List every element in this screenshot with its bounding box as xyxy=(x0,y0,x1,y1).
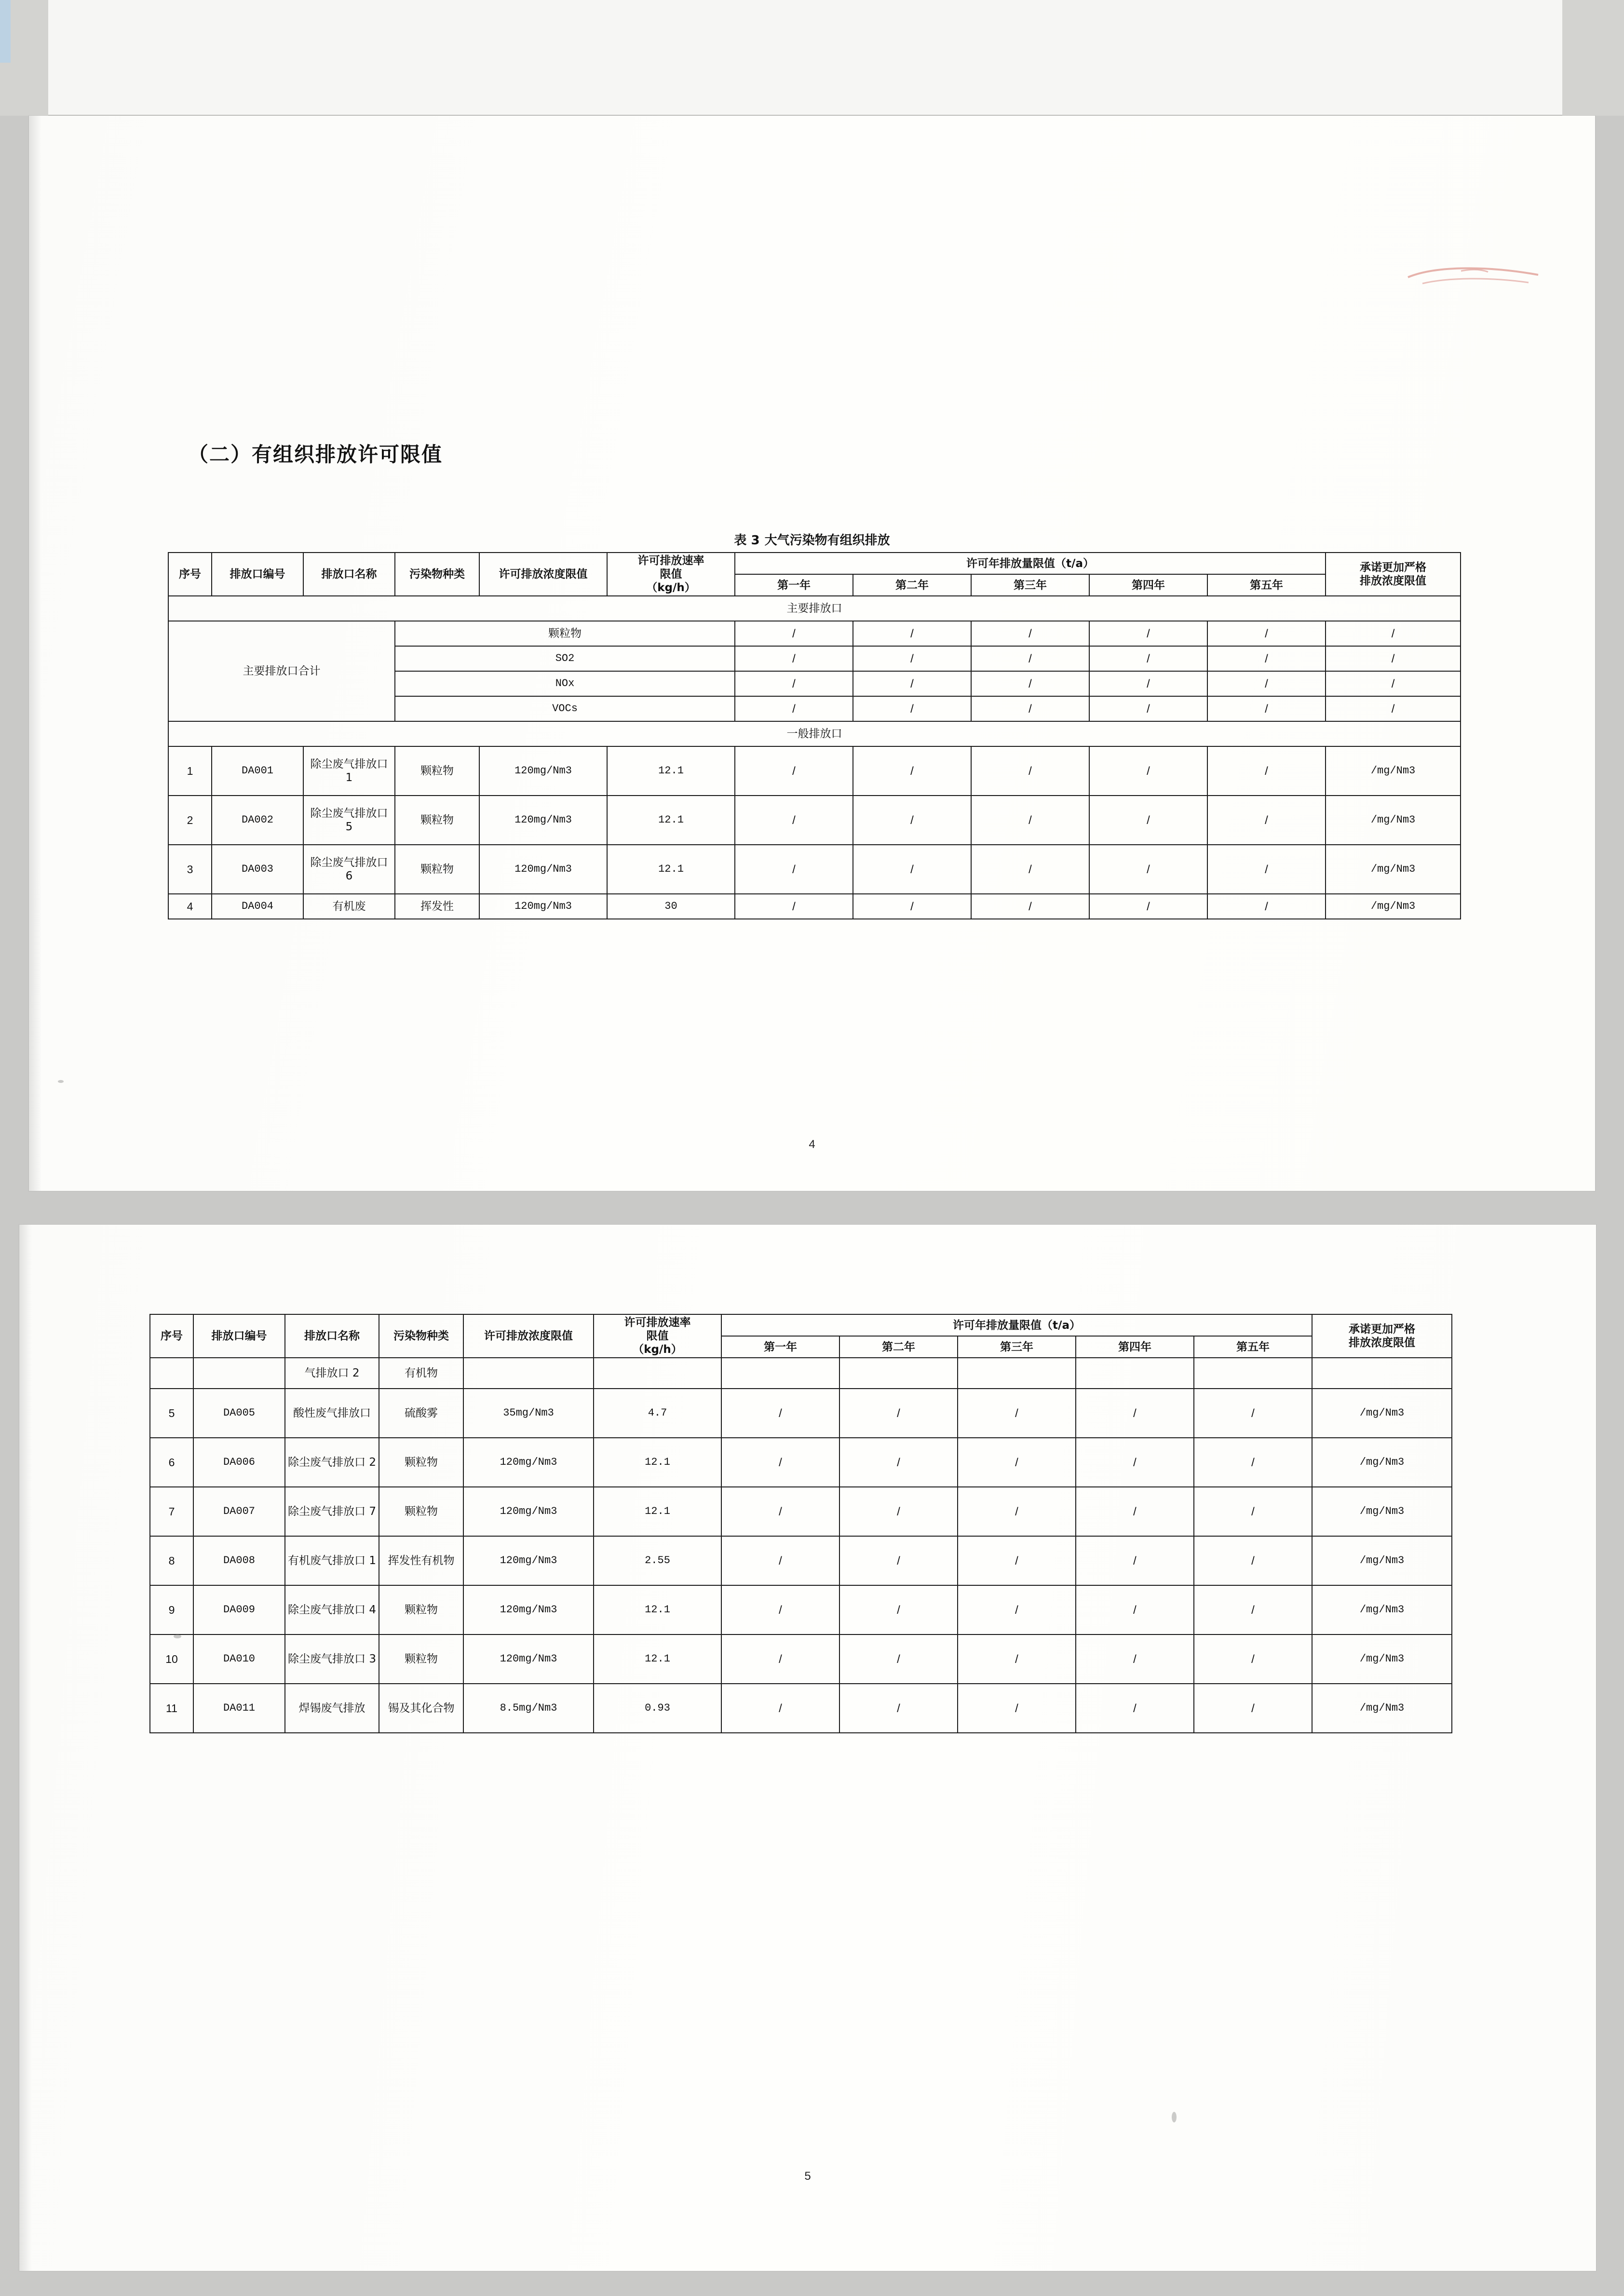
main-total-y3: / xyxy=(971,646,1089,671)
cell-year-3: / xyxy=(971,894,1089,919)
table-row xyxy=(150,1585,1452,1634)
table-row xyxy=(150,1358,1452,1389)
main-total-y2: / xyxy=(853,696,971,721)
emissions-table-page1 xyxy=(168,552,1461,919)
cell-pollutant: 颗粒物 xyxy=(395,796,479,845)
cell-outlet-name: 除尘废气排放口 6 xyxy=(303,845,395,894)
header-year-1: 第一年 xyxy=(721,1336,839,1358)
cell-year-3 xyxy=(958,1358,1076,1389)
header-rate-limit-l1: 许可排放速率 xyxy=(624,1316,691,1329)
cell-year-1: / xyxy=(721,1487,839,1536)
main-total-stricter: / xyxy=(1326,621,1461,646)
cell-year-2: / xyxy=(839,1684,958,1733)
cell-year-5: / xyxy=(1194,1585,1312,1634)
header-seq: 序号 xyxy=(168,553,212,596)
cell-rate-limit: 12.1 xyxy=(594,1634,721,1684)
cell-outlet-name: 除尘废气排放口 3 xyxy=(285,1634,379,1684)
cell-year-4: / xyxy=(1089,746,1207,796)
header-conc-limit: 许可排放浓度限值 xyxy=(479,553,607,596)
header-rate-limit-l3: （kg/h） xyxy=(633,1343,682,1356)
table-header-row-1 xyxy=(168,553,1461,574)
cell-pollutant: 锡及其化合物 xyxy=(379,1684,463,1733)
cell-year-5: / xyxy=(1207,894,1326,919)
cell-rate-limit: 2.55 xyxy=(594,1536,721,1585)
cell-year-5: / xyxy=(1207,796,1326,845)
cell-year-5: / xyxy=(1207,845,1326,894)
header-year-3: 第三年 xyxy=(958,1336,1076,1358)
table-row xyxy=(150,1389,1452,1438)
cell-stricter: /mg/Nm3 xyxy=(1312,1585,1452,1634)
cell-seq: 6 xyxy=(150,1438,193,1487)
main-total-y4: / xyxy=(1089,671,1207,696)
cell-rate-limit: 12.1 xyxy=(594,1487,721,1536)
cell-conc-limit: 120mg/Nm3 xyxy=(479,796,607,845)
cell-pollutant: 颗粒物 xyxy=(379,1438,463,1487)
cell-stricter xyxy=(1312,1358,1452,1389)
cell-conc-limit: 120mg/Nm3 xyxy=(463,1536,594,1585)
cell-rate-limit: 4.7 xyxy=(594,1389,721,1438)
cell-year-2: / xyxy=(853,796,971,845)
header-year-5: 第五年 xyxy=(1207,574,1326,596)
cell-pollutant: 颗粒物 xyxy=(395,746,479,796)
header-year-5: 第五年 xyxy=(1194,1336,1312,1358)
cell-year-2: / xyxy=(853,845,971,894)
cell-year-3: / xyxy=(958,1684,1076,1733)
cell-rate-limit xyxy=(594,1358,721,1389)
header-stricter xyxy=(1312,1314,1452,1358)
cell-seq: 3 xyxy=(168,845,212,894)
main-total-stricter: / xyxy=(1326,671,1461,696)
cell-year-5 xyxy=(1194,1358,1312,1389)
cell-outlet-name: 除尘废气排放口 2 xyxy=(285,1438,379,1487)
header-pollutant: 污染物种类 xyxy=(379,1314,463,1358)
header-rate-limit-l2: 限值 xyxy=(646,1330,669,1343)
header-rate-limit-l2: 限值 xyxy=(660,568,682,581)
header-year-3: 第三年 xyxy=(971,574,1089,596)
cell-outlet-name: 除尘废气排放口 4 xyxy=(285,1585,379,1634)
cell-year-4: / xyxy=(1076,1487,1194,1536)
cell-year-4: / xyxy=(1076,1634,1194,1684)
header-stricter-l2: 排放浓度限值 xyxy=(1360,575,1427,588)
cell-outlet-name: 除尘废气排放口 7 xyxy=(285,1487,379,1536)
cell-year-5: / xyxy=(1194,1536,1312,1585)
main-total-pollutant: NOx xyxy=(395,671,735,696)
cell-pollutant: 硫酸雾 xyxy=(379,1389,463,1438)
cell-year-1: / xyxy=(721,1684,839,1733)
red-stamp-mark-icon xyxy=(1394,260,1553,294)
header-stricter-l2: 排放浓度限值 xyxy=(1349,1337,1416,1350)
main-total-y5: / xyxy=(1207,696,1326,721)
document-page-4 xyxy=(29,116,1595,1191)
cell-year-5: / xyxy=(1194,1684,1312,1733)
cell-conc-limit: 120mg/Nm3 xyxy=(479,746,607,796)
cell-year-3: / xyxy=(971,746,1089,796)
table-row xyxy=(150,1536,1452,1585)
cell-year-2: / xyxy=(839,1585,958,1634)
cell-outlet-code: DA002 xyxy=(212,796,303,845)
cell-year-1: / xyxy=(721,1585,839,1634)
cell-outlet-code: DA003 xyxy=(212,845,303,894)
cell-year-1: / xyxy=(735,796,853,845)
cell-outlet-code: DA005 xyxy=(193,1389,285,1438)
main-total-y5: / xyxy=(1207,646,1326,671)
cell-outlet-name: 除尘废气排放口 1 xyxy=(303,746,395,796)
main-total-y4: / xyxy=(1089,621,1207,646)
cell-year-4: / xyxy=(1089,894,1207,919)
cell-year-5: / xyxy=(1194,1487,1312,1536)
cell-stricter: /mg/Nm3 xyxy=(1326,796,1461,845)
header-year-2: 第二年 xyxy=(853,574,971,596)
cell-year-2: / xyxy=(839,1438,958,1487)
band-label-main-outlet: 主要排放口 xyxy=(168,596,1461,621)
main-total-y1: / xyxy=(735,671,853,696)
main-total-label: 主要排放口合计 xyxy=(168,621,395,721)
cell-year-2: / xyxy=(853,894,971,919)
scan-speck xyxy=(58,1080,64,1083)
main-total-y5: / xyxy=(1207,671,1326,696)
header-rate-limit xyxy=(594,1314,721,1358)
cell-outlet-code: DA001 xyxy=(212,746,303,796)
cell-pollutant: 颗粒物 xyxy=(395,845,479,894)
header-stricter xyxy=(1326,553,1461,596)
table-row xyxy=(150,1634,1452,1684)
main-total-y2: / xyxy=(853,646,971,671)
cell-year-3: / xyxy=(958,1634,1076,1684)
cell-year-2: / xyxy=(839,1536,958,1585)
cell-outlet-name: 有机废 xyxy=(303,894,395,919)
header-pollutant: 污染物种类 xyxy=(395,553,479,596)
document-page-5 xyxy=(19,1225,1596,2271)
cell-stricter: /mg/Nm3 xyxy=(1312,1536,1452,1585)
main-total-pollutant: VOCs xyxy=(395,696,735,721)
cell-conc-limit: 8.5mg/Nm3 xyxy=(463,1684,594,1733)
cell-pollutant: 颗粒物 xyxy=(379,1585,463,1634)
cell-year-5: / xyxy=(1194,1389,1312,1438)
cell-year-4: / xyxy=(1076,1438,1194,1487)
main-total-y4: / xyxy=(1089,646,1207,671)
cell-rate-limit: 12.1 xyxy=(607,845,735,894)
cell-year-2 xyxy=(839,1358,958,1389)
band-row-main-outlet xyxy=(168,596,1461,621)
main-total-y2: / xyxy=(853,621,971,646)
scan-page-top-edge xyxy=(48,0,1562,121)
table-row xyxy=(150,1684,1452,1733)
table-header-row-1 xyxy=(150,1314,1452,1336)
page-number-5: 5 xyxy=(804,2170,811,2183)
cell-outlet-code: DA004 xyxy=(212,894,303,919)
cell-year-4: / xyxy=(1076,1684,1194,1733)
scan-blue-edge-artifact xyxy=(0,0,11,63)
cell-year-4: / xyxy=(1089,796,1207,845)
main-total-y1: / xyxy=(735,696,853,721)
main-total-y3: / xyxy=(971,671,1089,696)
header-year-4: 第四年 xyxy=(1076,1336,1194,1358)
cell-year-4: / xyxy=(1076,1389,1194,1438)
cell-year-1 xyxy=(721,1358,839,1389)
header-stricter-l1: 承诺更加严格 xyxy=(1360,561,1427,574)
cell-year-1: / xyxy=(721,1634,839,1684)
cell-conc-limit: 120mg/Nm3 xyxy=(479,894,607,919)
cell-stricter: /mg/Nm3 xyxy=(1312,1634,1452,1684)
cell-year-1: / xyxy=(721,1389,839,1438)
cell-seq: 11 xyxy=(150,1684,193,1733)
cell-conc-limit: 120mg/Nm3 xyxy=(463,1487,594,1536)
header-stricter-l1: 承诺更加严格 xyxy=(1349,1323,1416,1336)
cell-stricter: /mg/Nm3 xyxy=(1312,1487,1452,1536)
header-outlet-name: 排放口名称 xyxy=(285,1314,379,1358)
cell-stricter: /mg/Nm3 xyxy=(1326,894,1461,919)
table-row xyxy=(168,894,1461,919)
cell-year-3: / xyxy=(958,1585,1076,1634)
cell-year-3: / xyxy=(958,1536,1076,1585)
band-label-general-outlet: 一般排放口 xyxy=(168,721,1461,746)
header-outlet-code: 排放口编号 xyxy=(193,1314,285,1358)
cell-year-3: / xyxy=(958,1389,1076,1438)
cell-rate-limit: 12.1 xyxy=(594,1585,721,1634)
cell-pollutant: 颗粒物 xyxy=(379,1487,463,1536)
cell-seq: 2 xyxy=(168,796,212,845)
cell-rate-limit: 30 xyxy=(607,894,735,919)
page-number-4: 4 xyxy=(809,1138,815,1151)
main-total-y3: / xyxy=(971,696,1089,721)
cell-conc-limit xyxy=(463,1358,594,1389)
main-total-y2: / xyxy=(853,671,971,696)
cell-outlet-code: DA007 xyxy=(193,1487,285,1536)
cell-outlet-code: DA006 xyxy=(193,1438,285,1487)
table-row xyxy=(150,1487,1452,1536)
cell-conc-limit: 35mg/Nm3 xyxy=(463,1389,594,1438)
header-seq: 序号 xyxy=(150,1314,193,1358)
cell-conc-limit: 120mg/Nm3 xyxy=(463,1634,594,1684)
header-outlet-code: 排放口编号 xyxy=(212,553,303,596)
cell-conc-limit: 120mg/Nm3 xyxy=(463,1585,594,1634)
section-heading: （二）有组织排放许可限值 xyxy=(188,443,443,466)
header-year-2: 第二年 xyxy=(839,1336,958,1358)
cell-year-1: / xyxy=(735,845,853,894)
cell-year-2: / xyxy=(839,1487,958,1536)
cell-pollutant: 挥发性有机物 xyxy=(379,1536,463,1585)
cell-year-2: / xyxy=(839,1389,958,1438)
main-total-stricter: / xyxy=(1326,646,1461,671)
cell-seq: 8 xyxy=(150,1536,193,1585)
table-row xyxy=(168,845,1461,894)
cell-year-2: / xyxy=(839,1634,958,1684)
cell-outlet-name: 有机废气排放口 1 xyxy=(285,1536,379,1585)
header-year-4: 第四年 xyxy=(1089,574,1207,596)
cell-year-4: / xyxy=(1076,1585,1194,1634)
cell-outlet-name: 焊锡废气排放 xyxy=(285,1684,379,1733)
emissions-table-page2 xyxy=(149,1314,1452,1733)
cell-year-4: / xyxy=(1076,1536,1194,1585)
cell-year-3: / xyxy=(958,1487,1076,1536)
header-rate-limit-l3: （kg/h） xyxy=(646,581,696,594)
cell-stricter: /mg/Nm3 xyxy=(1312,1389,1452,1438)
cell-pollutant: 挥发性 xyxy=(395,894,479,919)
scan-speck xyxy=(174,1634,181,1638)
table-row xyxy=(168,621,1461,646)
cell-year-5: / xyxy=(1194,1438,1312,1487)
main-total-y3: / xyxy=(971,621,1089,646)
cell-year-1: / xyxy=(735,894,853,919)
cell-outlet-code xyxy=(193,1358,285,1389)
cell-stricter: /mg/Nm3 xyxy=(1312,1684,1452,1733)
cell-year-2: / xyxy=(853,746,971,796)
cell-outlet-name: 除尘废气排放口 5 xyxy=(303,796,395,845)
main-total-stricter: / xyxy=(1326,696,1461,721)
main-total-y4: / xyxy=(1089,696,1207,721)
cell-rate-limit: 12.1 xyxy=(607,746,735,796)
cell-outlet-code: DA008 xyxy=(193,1536,285,1585)
header-outlet-name: 排放口名称 xyxy=(303,553,395,596)
band-row-general-outlet xyxy=(168,721,1461,746)
main-total-y1: / xyxy=(735,621,853,646)
header-year-1: 第一年 xyxy=(735,574,853,596)
table-row xyxy=(168,796,1461,845)
main-total-y5: / xyxy=(1207,621,1326,646)
scan-speck xyxy=(1172,2112,1177,2122)
cell-year-3: / xyxy=(971,796,1089,845)
cell-stricter: /mg/Nm3 xyxy=(1326,845,1461,894)
cell-seq: 7 xyxy=(150,1487,193,1536)
header-rate-limit-l1: 许可排放速率 xyxy=(637,554,704,567)
table-row xyxy=(150,1438,1452,1487)
cell-year-5: / xyxy=(1207,746,1326,796)
main-total-pollutant: SO2 xyxy=(395,646,735,671)
cell-conc-limit: 120mg/Nm3 xyxy=(479,845,607,894)
cell-year-3: / xyxy=(971,845,1089,894)
cell-pollutant: 颗粒物 xyxy=(379,1634,463,1684)
cell-year-3: / xyxy=(958,1438,1076,1487)
header-annual-group: 许可年排放量限值（t/a） xyxy=(721,1314,1312,1336)
cell-year-1: / xyxy=(735,746,853,796)
table-caption-title: 大气污染物有组织排放 xyxy=(764,533,890,548)
cell-seq: 5 xyxy=(150,1389,193,1438)
cell-rate-limit: 12.1 xyxy=(607,796,735,845)
cell-rate-limit: 12.1 xyxy=(594,1438,721,1487)
header-rate-limit xyxy=(607,553,735,596)
header-annual-group: 许可年排放量限值（t/a） xyxy=(735,553,1326,574)
header-conc-limit: 许可排放浓度限值 xyxy=(463,1314,594,1358)
table-caption-number: 表 3 xyxy=(734,533,760,548)
cell-outlet-code: DA011 xyxy=(193,1684,285,1733)
main-total-y1: / xyxy=(735,646,853,671)
cell-seq: 4 xyxy=(168,894,212,919)
cell-stricter: /mg/Nm3 xyxy=(1326,746,1461,796)
cell-year-1: / xyxy=(721,1438,839,1487)
cell-outlet-code: DA009 xyxy=(193,1585,285,1634)
cell-outlet-name: 气排放口 2 xyxy=(285,1358,379,1389)
cell-seq xyxy=(150,1358,193,1389)
cell-seq: 1 xyxy=(168,746,212,796)
cell-year-5: / xyxy=(1194,1634,1312,1684)
cell-year-4: / xyxy=(1089,845,1207,894)
cell-rate-limit: 0.93 xyxy=(594,1684,721,1733)
cell-year-4 xyxy=(1076,1358,1194,1389)
cell-conc-limit: 120mg/Nm3 xyxy=(463,1438,594,1487)
cell-seq: 10 xyxy=(150,1634,193,1684)
cell-outlet-code: DA010 xyxy=(193,1634,285,1684)
cell-outlet-name: 酸性废气排放口 xyxy=(285,1389,379,1438)
cell-stricter: /mg/Nm3 xyxy=(1312,1438,1452,1487)
cell-seq: 9 xyxy=(150,1585,193,1634)
cell-pollutant: 有机物 xyxy=(379,1358,463,1389)
table-row xyxy=(168,746,1461,796)
table-caption xyxy=(29,530,1595,548)
cell-year-1: / xyxy=(721,1536,839,1585)
main-total-pollutant: 颗粒物 xyxy=(395,621,735,646)
